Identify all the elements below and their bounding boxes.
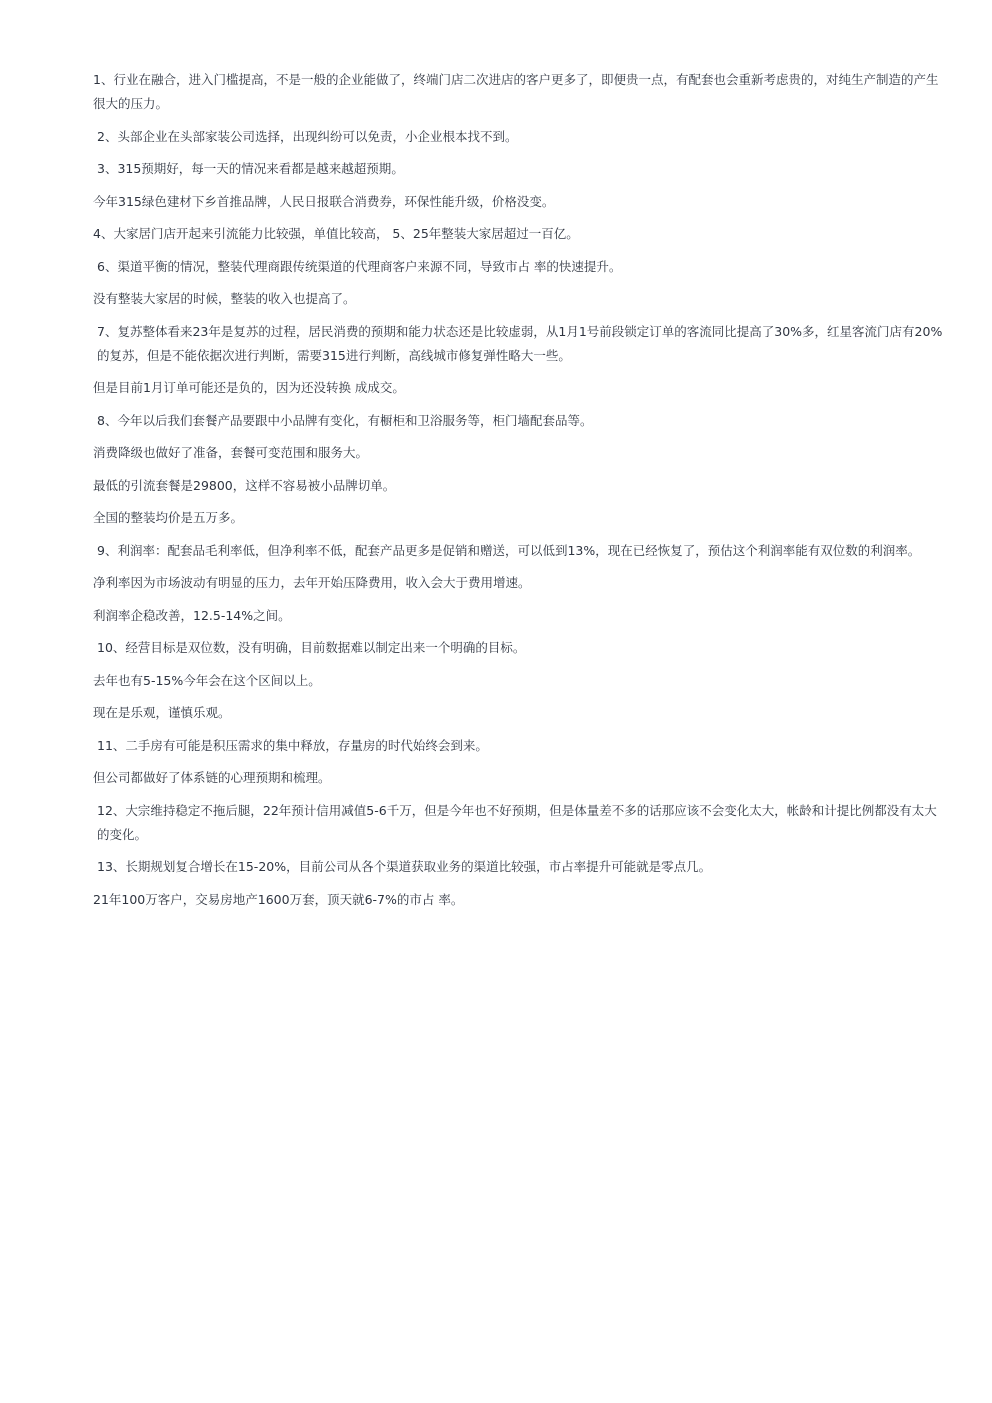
paragraph: 2、头部企业在头部家装公司选择，出现纠纷可以免责，小企业根本找不到。: [97, 128, 518, 144]
paragraph: 9、利润率：配套品毛利率低，但净利率不低，配套产品更多是促销和赠送，可以低到13%，现在已经恢复了，预估这个利润率能有双位数的利润率。: [97, 542, 921, 558]
paragraph: 但是目前1月订单可能还是负的，因为还没转换 成成交。: [93, 380, 405, 395]
paragraph: 13、长期规划复合增长在15-20%，目前公司从各个渠道获取业务的渠道比较强，市占率提升可能就是零点几。: [97, 859, 712, 874]
paragraph: 现在是乐观，谨慎乐观。: [93, 705, 231, 720]
paragraph: 净利率因为市场波动有明显的压力，去年开始压降费用，收入会大于费用增速。: [93, 575, 531, 590]
paragraph: 6、渠道平衡的情况，整装代理商跟传统渠道的代理商客户来源不同，导致市占 率的快速提升。: [97, 258, 622, 274]
paragraph: 10、经营目标是双位数，没有明确，目前数据难以制定出来一个明确的目标。: [97, 640, 526, 655]
paragraph: 11、二手房有可能是积压需求的集中释放，存量房的时代始终会到来。: [97, 737, 488, 753]
paragraph: 利润率企稳改善，12.5-14%之间。: [93, 607, 291, 623]
paragraph: 全国的整装均价是五万多。: [93, 510, 244, 525]
paragraph: 消费降级也做好了准备，套餐可变范围和服务大。: [93, 445, 369, 460]
paragraph: 没有整装大家居的时候，整装的收入也提高了。: [93, 291, 356, 306]
document-body: [93, 68, 943, 920]
paragraph: 但公司都做好了体系链的心理预期和梳理。: [93, 770, 331, 785]
paragraph: 12、大宗维持稳定不拖后腿，22年预计信用减值5-6千万，但是今年也不好预期，但是体量差不多的话那应该不会变化太大，帐龄和计提比例都没有太大的变化。: [97, 802, 937, 842]
paragraph: 7、复苏整体看来23年是复苏的过程，居民消费的预期和能力状态还是比较虚弱，从1月1号前段锁定订单的客流同比提高了30%多，红星客流门店有20%的复苏，但是不能依据次进行判断，需要315进行判断，高线城市修复弹性略大一些。: [97, 323, 943, 363]
paragraph: 3、315预期好，每一天的情况来看都是越来越超预期。: [97, 161, 404, 176]
paragraph: 最低的引流套餐是29800，这样不容易被小品牌切单。: [93, 477, 396, 493]
paragraph: 去年也有5-15%今年会在这个区间以上。: [93, 672, 321, 688]
paragraph: 8、今年以后我们套餐产品要跟中小品牌有变化，有橱柜和卫浴服务等，柜门墙配套品等。: [97, 412, 593, 428]
paragraph: 今年315绿色建材下乡首推品牌，人民日报联合消费券，环保性能升级，价格没变。: [93, 193, 555, 209]
paragraph: 4、大家居门店开起来引流能力比较强，单值比较高， 5、25年整装大家居超过一百亿。: [93, 226, 579, 241]
paragraph: 1、行业在融合，进入门槛提高，不是一般的企业能做了，终端门店二次进店的客户更多了，即便贵一点，有配套也会重新考虑贵的，对纯生产制造的产生很大的压力。: [93, 72, 939, 111]
paragraph: 21年100万客户，交易房地产1600万套，顶天就6-7%的市占 率。: [93, 891, 464, 907]
